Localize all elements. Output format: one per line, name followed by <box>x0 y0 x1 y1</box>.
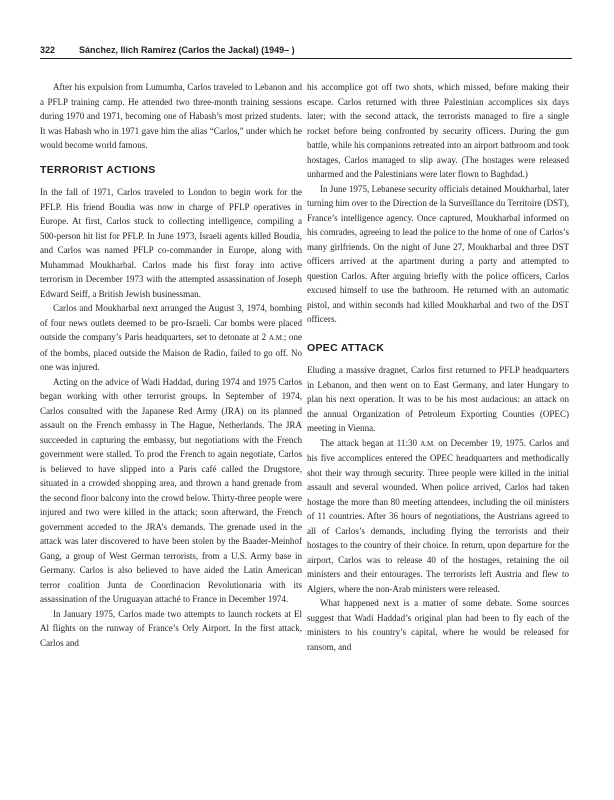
header-rule <box>40 58 572 59</box>
text-run: on December 19, 1975. Carlos and his five accomplices entered the OPEC headquarters and methodically shot their way through security. Three people were killed in the initial assault and several wounded. When police arrived, Carlos had taken hostage the more than 80 meeting attendees, including the oil ministers of 11 countries. After 36 hours of negotiations, the Austrians agreed to all of Carlos’s demands, including flying the terrorists and their hostages to the country of their choice. In return, upon departure for the airport, Carlos was to release 40 of the hostages, retaining the oil ministers and their entourages. The terrorists left Austria and flew to Algiers, where the non-Arab ministers were released. <box>307 437 570 594</box>
paragraph <box>40 301 302 375</box>
time-abbreviation: A.M. <box>268 334 284 342</box>
paragraph: In January 1975, Carlos made two attempts to launch rockets at El Al flights on the runway of France’s Orly Airport. In the first attack, Carlos and <box>40 608 302 648</box>
text-run: ; one of the bombs, placed outside the Maison de Radio, failed to go off. No one was injured. <box>40 332 302 372</box>
paragraph: In June 1975, Lebanese security officials detained Moukharbal, later turning him over to the Direction de la Surveillance du Territoire (DST), France’s intelligence agency. Once captured, Moukharbal informed on his comrades, agreeing to lead the police to the home of one of Carlos’s many girlfriends. On the night of June 27, Moukharbal and three DST officers arrived at the apartment during a party and attempted to question Carlos. After arguing briefly with the police officers, Carlos excused himself to use the bathroom. He returned with an automatic pistol, and within seconds had killed Moukharbal and two of the DST officers. <box>307 183 569 324</box>
paragraph: his accomplice got off two shots, which missed, before making their escape. Carlos returned with three Palestinian accomplices six days later; with the second attack, the terrorists managed to fire a single rocket before being confronted by security officers. During the gun battle, while his companions retreated into an airport bathroom and took hostages, Carlos managed to slip away. (The hostages were released unharmed and the Palestinians were later flown to Baghdad.) <box>307 82 569 179</box>
text-run: Carlos and Moukharbal next arranged the August 3, 1974, bombing of four news outlets deemed to be pro-Israeli. Car bombs were placed outside the company’s Paris headquarters, set to detonate at 2 <box>40 303 302 342</box>
running-title: Sánchez, Ilich Ramírez (Carlos the Jackal) (1949– ) <box>79 45 295 55</box>
left-column <box>40 80 302 650</box>
paragraph: Acting on the advice of Wadi Haddad, during 1974 and 1975 Carlos began working with other terrorist groups. In September of 1974, Carlos consulted with the Japanese Red Army (JRA) on its planned assault on the French embassy in The Hague, Netherlands. The JRA succeeded in capturing the embassy, but negotiations with the French government were stalled. To prod the French to again negotiate, Carlos is believed to have slipped into a Paris café called the Drugstore, situated in a crowded shopping area, and thrown a hand grenade from the second floor balcony into the crowd below. Thirty-three people were injured and two were killed in the attack; soon afterward, the French government acceded to the JRA’s demands. The grenade used in the attack was later discovered to have been stolen by the Baader-Meinhof Gang, a group of West German terrorists, from a U.S. Army base in Germany. Carlos is also believed to have aided the Latin American terror coalition Junta de Coordinacion Revolutionaria with its assassination of the Uruguayan attaché to France in December 1974. <box>40 376 302 604</box>
right-column <box>307 80 569 654</box>
running-header <box>40 43 572 59</box>
time-abbreviation: A.M. <box>420 439 436 448</box>
paragraph <box>307 436 569 597</box>
paragraph: What happened next is a matter of some debate. Some sources suggest that Wadi Haddad’s original plan had been to fly each of the ministers to his country’s capital, where he would be released for ransom, and <box>307 598 569 652</box>
page-number: 322 <box>40 45 56 55</box>
paragraph: Eluding a massive dragnet, Carlos first returned to PFLP headquarters in Lebanon, and then went on to East Germany, and later Hungary to plan his next operation. It was to be his most audacious: an attack on the annual Organization of Petroleum Exporting Counties (OPEC) meeting in Vienna. <box>307 365 569 433</box>
paragraph: After his expulsion from Lumumba, Carlos traveled to Lebanon and a PFLP training camp. He attended two three-month training sessions during 1970 and 1971, becoming one of Habash’s most prized students. It was Habash who in 1971 gave him the alias “Carlos,” under which he would become world famous. <box>40 82 302 150</box>
section-heading-opec-attack: OPEC ATTACK <box>307 341 385 354</box>
section-heading-terrorist-actions: TERRORIST ACTIONS <box>40 163 156 176</box>
text-run: The attack began at 11:30 <box>320 437 421 448</box>
paragraph: In the fall of 1971, Carlos traveled to London to begin work for the PFLP. His friend Boudia was now in charge of PFLP operatives in Europe. At first, Carlos stuck to collecting intelligence, compiling a 500-person hit list for PFLP. In June 1973, Israeli agents killed Boudia, and Carlos was named PFLP co-commander in Europe, along with Muhammad Moukharbal. Carlos made his first foray into active terrorism in December 1973 with the attempted assassination of Joseph Edward Seiff, a British Jewish businessman. <box>40 187 302 299</box>
